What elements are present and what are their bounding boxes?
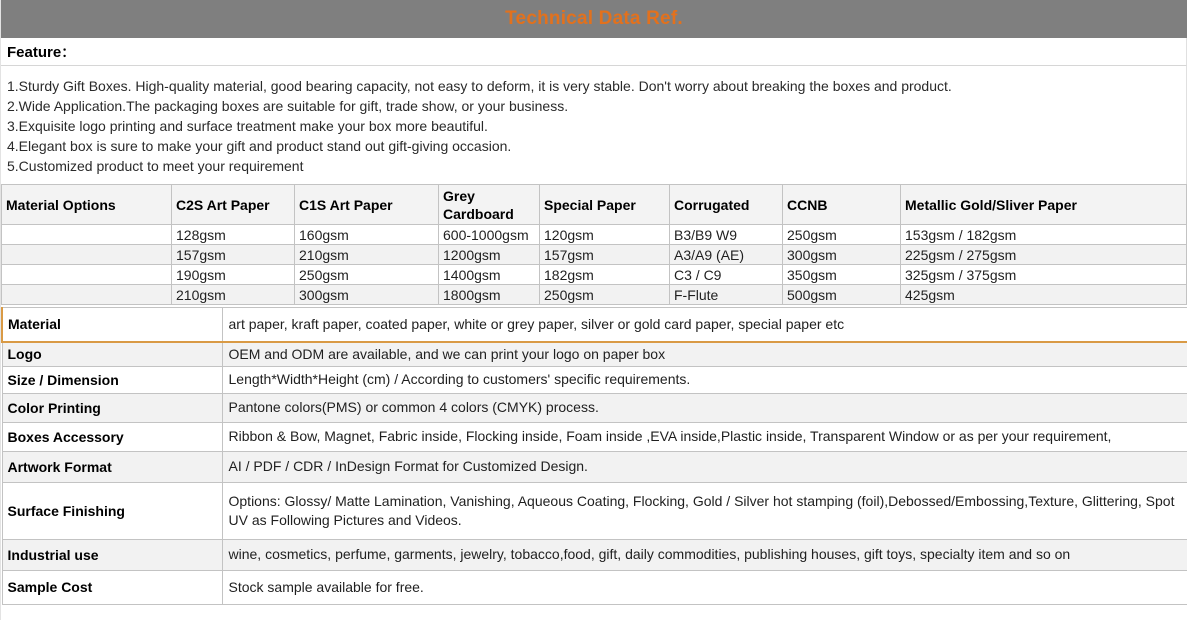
info-row-artwork-format (2, 451, 1187, 482)
info-row-material (2, 308, 1187, 342)
row-value-material: art paper, kraft paper, coated paper, white or grey paper, silver or gold card paper, special paper etc (222, 308, 1187, 342)
col-header-special-paper: Special Paper (540, 185, 670, 225)
cell: 225gsm / 275gsm (901, 245, 1187, 265)
feature-heading-row (1, 38, 1187, 66)
info-row-surface-finishing (2, 482, 1187, 539)
info-row-industrial-use (2, 539, 1187, 570)
row-value-sample-cost: Stock sample available for free. (222, 570, 1187, 604)
page-title: Technical Data Ref. (505, 8, 683, 29)
table-row (2, 225, 1187, 245)
row-label-sample-cost: Sample Cost (2, 570, 222, 604)
info-row-sample-cost (2, 570, 1187, 604)
row-label-surface-finishing: Surface Finishing (2, 482, 222, 539)
col-header-grey-cardboard: Grey Cardboard (439, 185, 540, 225)
info-row-size-dimension (2, 366, 1187, 393)
feature-item-4: 4.Elegant box is sure to make your gift and product stand out gift-giving occasion. (7, 138, 512, 154)
row-label-size-dimension: Size / Dimension (2, 366, 222, 393)
cell: 190gsm (172, 265, 295, 285)
spec-header-row (2, 185, 1187, 225)
info-row-boxes-accessory (2, 422, 1187, 451)
cell: 250gsm (295, 265, 439, 285)
row-value-logo: OEM and ODM are available, and we can print your logo on paper box (222, 342, 1187, 367)
row-label-color-printing: Color Printing (2, 393, 222, 422)
info-row-color-printing (2, 393, 1187, 422)
feature-item-1: 1.Sturdy Gift Boxes. High-quality material, good bearing capacity, not easy to deform, it is very stable. Don't worry about breaking the boxes and product. (7, 78, 952, 94)
cell: C3 / C9 (670, 265, 783, 285)
col-header-material-options: Material Options (2, 185, 172, 225)
cell: A3/A9 (AE) (670, 245, 783, 265)
cell: 157gsm (540, 245, 670, 265)
cell: 1200gsm (439, 245, 540, 265)
cell: 425gsm (901, 285, 1187, 305)
cell: 1800gsm (439, 285, 540, 305)
title-bar (1, 0, 1187, 38)
col-header-corrugated: Corrugated (670, 185, 783, 225)
cell: 1400gsm (439, 265, 540, 285)
row-value-surface-finishing: Options: Glossy/ Matte Lamination, Vanishing, Aqueous Coating, Flocking, Gold / Silver hot stamping (foil),Debossed/Embossing,Texture, Glittering, Spot UV as Following Pictures and Videos. (222, 482, 1187, 539)
cell: 500gsm (783, 285, 901, 305)
cell: 600-1000gsm (439, 225, 540, 245)
cell: 128gsm (172, 225, 295, 245)
cell-empty (2, 265, 172, 285)
cell: 350gsm (783, 265, 901, 285)
row-label-logo: Logo (2, 342, 222, 367)
row-label-industrial-use: Industrial use (2, 539, 222, 570)
col-header-c1s-art-paper: C1S Art Paper (295, 185, 439, 225)
feature-item-3: 3.Exquisite logo printing and surface treatment make your box more beautiful. (7, 118, 488, 134)
cell: 182gsm (540, 265, 670, 285)
row-value-size-dimension: Length*Width*Height (cm) / According to customers' specific requirements. (222, 366, 1187, 393)
cell: 160gsm (295, 225, 439, 245)
feature-item-5: 5.Customized product to meet your requirement (7, 158, 304, 174)
col-header-metallic-paper: Metallic Gold/Sliver Paper (901, 185, 1187, 225)
row-label-artwork-format: Artwork Format (2, 451, 222, 482)
cell: 250gsm (540, 285, 670, 305)
cell: 153gsm / 182gsm (901, 225, 1187, 245)
table-row (2, 265, 1187, 285)
cell: 210gsm (172, 285, 295, 305)
cell: 157gsm (172, 245, 295, 265)
feature-item-2: 2.Wide Application.The packaging boxes are suitable for gift, trade show, or your business. (7, 98, 569, 114)
row-label-material: Material (2, 308, 222, 342)
row-value-industrial-use: wine, cosmetics, perfume, garments, jewelry, tobacco,food, gift, daily commodities, publishing houses, gift toys, specialty item and so on (222, 539, 1187, 570)
table-row (2, 245, 1187, 265)
cell: 120gsm (540, 225, 670, 245)
cell: 210gsm (295, 245, 439, 265)
material-options-table (1, 184, 1187, 305)
feature-list (1, 66, 1187, 184)
row-label-boxes-accessory: Boxes Accessory (2, 422, 222, 451)
cell: 300gsm (295, 285, 439, 305)
row-value-artwork-format: AI / PDF / CDR / InDesign Format for Customized Design. (222, 451, 1187, 482)
col-header-c2s-art-paper: C2S Art Paper (172, 185, 295, 225)
cell-empty (2, 245, 172, 265)
feature-heading: Feature： (7, 44, 77, 61)
cell-empty (2, 285, 172, 305)
cell: 300gsm (783, 245, 901, 265)
product-info-table (1, 307, 1187, 605)
cell-empty (2, 225, 172, 245)
info-row-logo (2, 342, 1187, 367)
table-row (2, 285, 1187, 305)
col-header-ccnb: CCNB (783, 185, 901, 225)
cell: B3/B9 W9 (670, 225, 783, 245)
row-value-boxes-accessory: Ribbon & Bow, Magnet, Fabric inside, Flocking inside, Foam inside ,EVA inside,Plastic inside, Transparent Window or as per your requirement, (222, 422, 1187, 451)
cell: F-Flute (670, 285, 783, 305)
row-value-color-printing: Pantone colors(PMS) or common 4 colors (CMYK) process. (222, 393, 1187, 422)
cell: 325gsm / 375gsm (901, 265, 1187, 285)
cell: 250gsm (783, 225, 901, 245)
